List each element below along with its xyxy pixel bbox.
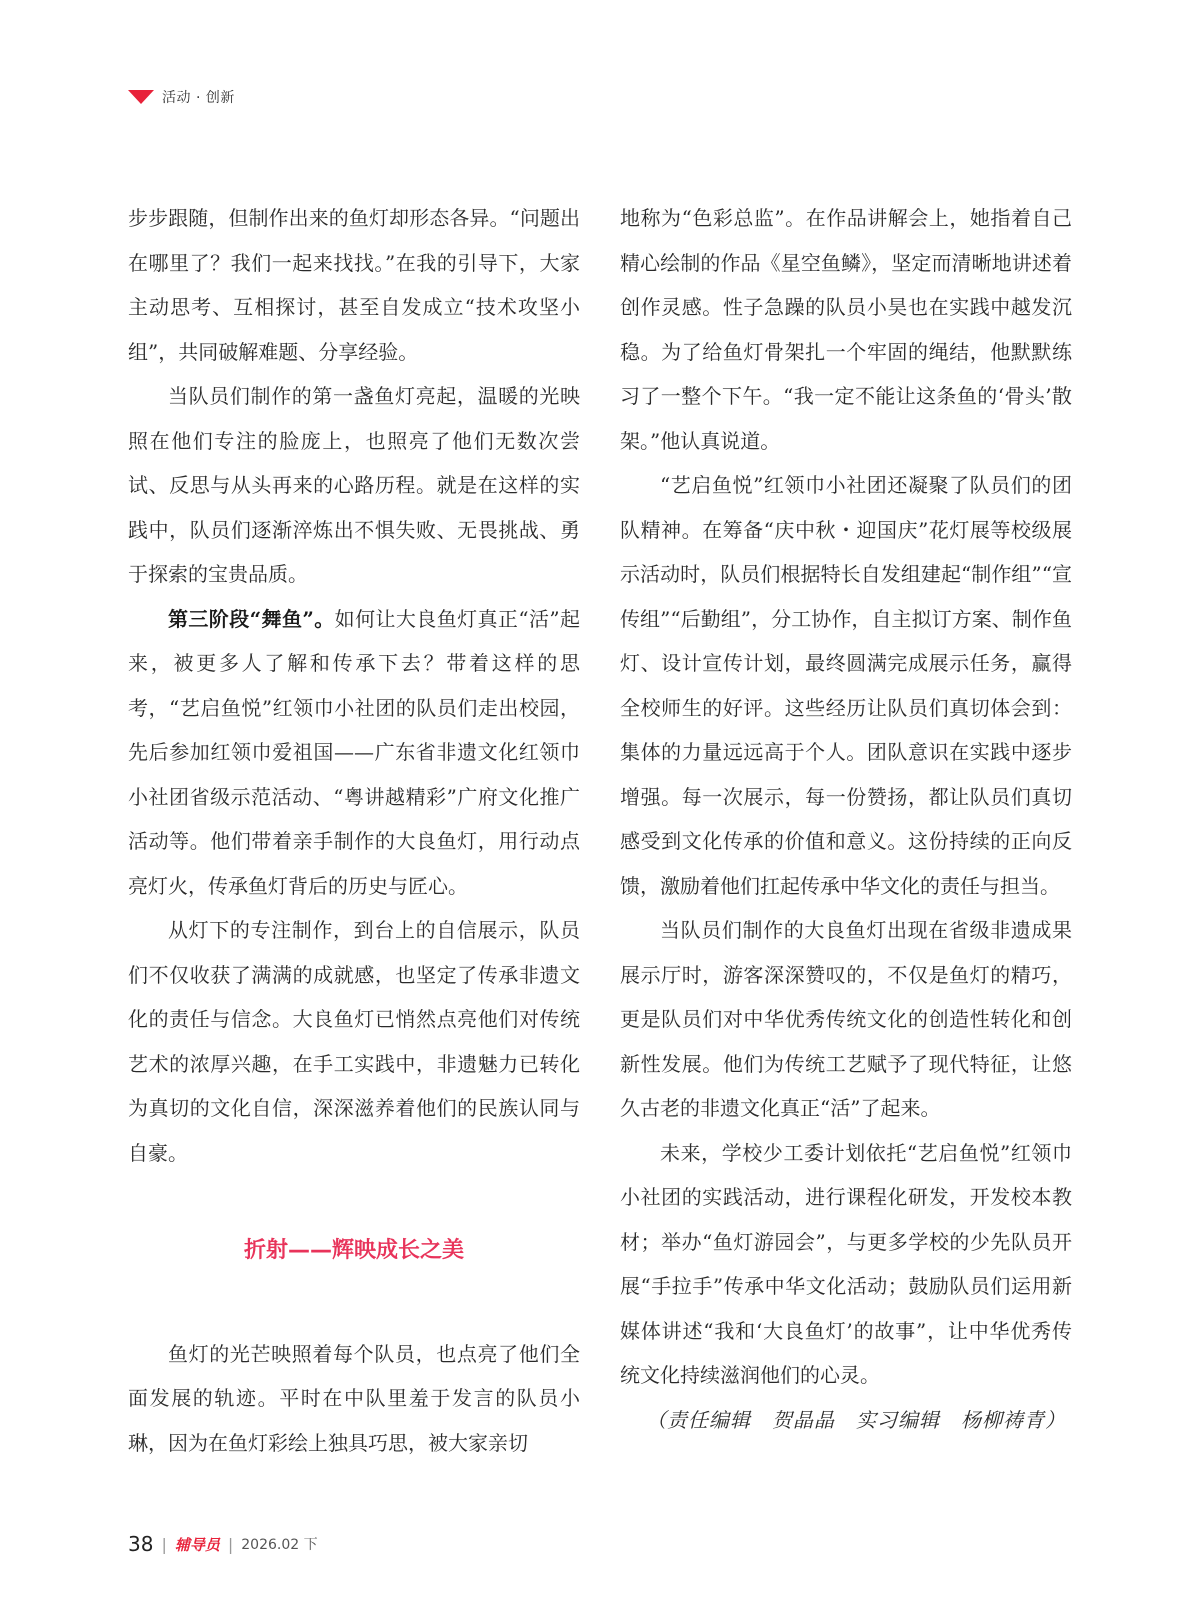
- footer-separator: |: [227, 1534, 234, 1554]
- triangle-marker-icon: [128, 90, 154, 104]
- section-subheading: 折射——辉映成长之美: [243, 1238, 464, 1263]
- right-column: [620, 196, 1072, 1442]
- magazine-logo: 辅导员: [174, 1535, 220, 1554]
- stage-title: 第三阶段“舞鱼”。: [168, 606, 335, 631]
- left-column: [128, 196, 580, 1465]
- page-footer: [128, 1532, 318, 1556]
- paragraph: 当队员们制作的第一盏鱼灯亮起，温暖的光映照在他们专注的脸庞上，也照亮了他们无数次尝试、反思与从头再来的心路历程。就是在这样的实践中，队员们逐渐淬炼出不惧失败、无畏挑战、勇于探索的宝贵品质。: [128, 384, 580, 586]
- issue-date: 2026.02 下: [241, 1537, 318, 1553]
- paragraph: 地称为“色彩总监”。在作品讲解会上，她指着自己精心绘制的作品《星空鱼鳞》，坚定而清晰地讲述着创作灵感。性子急躁的队员小昊也在实践中越发沉稳。为了给鱼灯骨架扎一个牢固的绳结，他默默练习了一整个下午。“我一定不能让这条鱼的‘骨头’散架。”他认真说道。: [620, 206, 1072, 453]
- paragraph-stage-three: [128, 597, 580, 909]
- paragraph: 从灯下的专注制作，到台上的自信展示，队员们不仅收获了满满的成就感，也坚定了传承非遗文化的责任与信念。大良鱼灯已悄然点亮他们对传统艺术的浓厚兴趣，在手工实践中，非遗魅力已转化为真切的文化自信，深深滋养着他们的民族认同与自豪。: [128, 918, 580, 1165]
- editor-credit: （责任编辑 贺晶晶 实习编辑 杨柳祷青）: [646, 1407, 1066, 1432]
- paragraph: “艺启鱼悦”红领巾小社团还凝聚了队员们的团队精神。在筹备“庆中秋・迎国庆”花灯展等校级展示活动时，队员们根据特长自发组建起“制作组”“宣传组”“后勤组”，分工协作，自主拟订方案、制作鱼灯、设计宣传计划，最终圆满完成展示任务，赢得全校师生的好评。这些经历让队员们真切体会到：集体的力量远远高于个人。团队意识在实践中逐步增强。每一次展示，每一份赞扬，都让队员们真切感受到文化传承的价值和意义。这份持续的正向反馈，激励着他们扛起传承中华文化的责任与担当。: [620, 473, 1072, 898]
- page-number: 38: [128, 1532, 154, 1556]
- paragraph: 未来，学校少工委计划依托“艺启鱼悦”红领巾小社团的实践活动，进行课程化研发，开发校本教材；举办“鱼灯游园会”，与更多学校的少先队员开展“手拉手”传承中华文化活动；鼓励队员们运用新媒体讲述“我和‘大良鱼灯’的故事”，让中华优秀传统文化持续滋润他们的心灵。: [620, 1140, 1072, 1387]
- paragraph: 步步跟随，但制作出来的鱼灯却形态各异。“问题出在哪里了？我们一起来找找。”在我的引导下，大家主动思考、互相探讨，甚至自发成立“技术攻坚小组”，共同破解难题、分享经验。: [128, 206, 580, 364]
- paragraph: 当队员们制作的大良鱼灯出现在省级非遗成果展示厅时，游客深深赞叹的，不仅是鱼灯的精巧，更是队员们对中华优秀传统文化的创造性转化和创新性发展。他们为传统工艺赋予了现代特征，让悠久古老的非遗文化真正“活”了起来。: [620, 918, 1072, 1120]
- stage-text: 如何让大良鱼灯真正“活”起来，被更多人了解和传承下去？带着这样的思考，“艺启鱼悦”红领巾小社团的队员们走出校园，先后参加红领巾爱祖国——广东省非遗文化红领巾小社团省级示范活动、“粤讲越精彩”广府文化推广活动等。他们带着亲手制作的大良鱼灯，用行动点亮灯火，传承鱼灯背后的历史与匠心。: [128, 606, 580, 898]
- section-label: 活动 · 创新: [162, 90, 235, 106]
- page-header: [128, 86, 235, 108]
- footer-separator: |: [161, 1534, 167, 1554]
- paragraph: 鱼灯的光芒映照着每个队员，也点亮了他们全面发展的轨迹。平时在中队里羞于发言的队员小琳，因为在鱼灯彩绘上独具巧思，被大家亲切: [128, 1341, 580, 1455]
